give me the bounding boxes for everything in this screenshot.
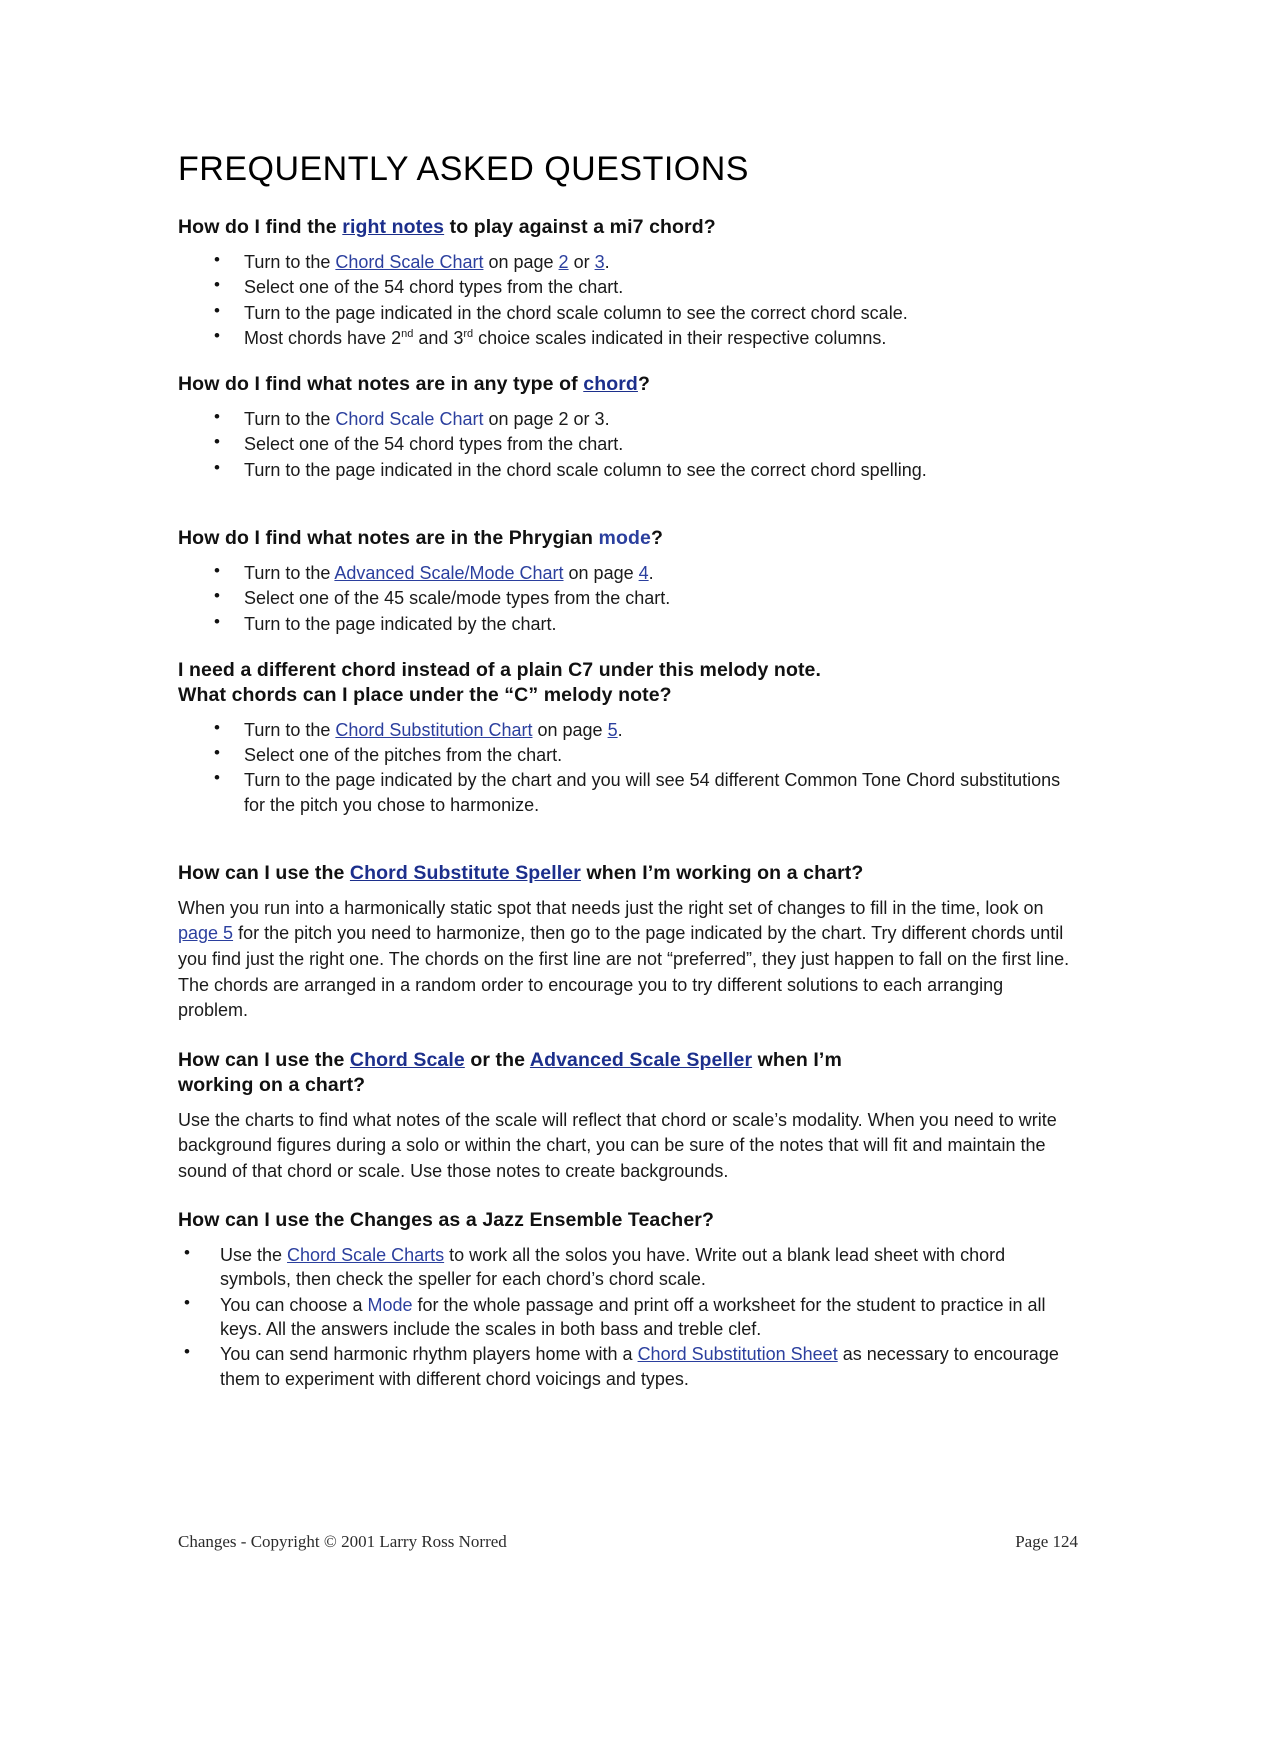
text-run: You can choose a — [220, 1294, 368, 1315]
list-item — [178, 432, 1078, 456]
text-run: to play against a mi7 chord? — [444, 216, 716, 238]
faq-question-heading — [178, 215, 1078, 240]
list-item — [178, 561, 1078, 585]
text-run: . — [604, 251, 610, 272]
list-item — [178, 458, 1078, 482]
list-item — [178, 301, 1078, 325]
cross-reference-link[interactable]: Chord Substitution Chart — [335, 719, 533, 740]
faq-question-heading — [178, 526, 1078, 551]
text-run: When you run into a harmonically static spot that needs just the right set of changes to fill in the time, look on — [178, 897, 1044, 918]
text-run: Use the charts to find what notes of the scale will reflect that chord or scale’s modality. When you need to write background figures during a solo or within the chart, you can be sure of the notes that will fit and maintain the sound of that chord or scale. Use those notes to create backgrounds. — [178, 1109, 1057, 1181]
text-run: Turn to the — [244, 409, 336, 430]
list-item — [178, 768, 1078, 817]
list-item — [178, 407, 1078, 431]
list-item — [178, 326, 1078, 350]
text-run: working on a chart? — [178, 1073, 366, 1096]
text-run: when I’m working on a chart? — [580, 861, 864, 884]
text-run: Select one of the 54 chord types from the chart. — [244, 434, 624, 455]
text-run: on page — [563, 562, 639, 583]
list-item — [178, 250, 1078, 274]
cross-reference-link[interactable]: Advanced Scale Speller — [529, 1048, 753, 1071]
spacer — [178, 504, 1078, 526]
cross-reference-link[interactable]: Advanced Scale/Mode Chart — [334, 562, 564, 583]
text-run: What chords can I place under the “C” melody note? — [178, 683, 672, 706]
text-run: How can I use the — [178, 861, 350, 884]
document-body — [178, 150, 1078, 1413]
text-run: Turn to the page indicated by the chart. — [244, 613, 557, 634]
faq-sections — [178, 215, 1078, 1391]
cross-reference-link[interactable]: 2 — [558, 251, 569, 272]
text-run: How can I use the — [178, 1048, 350, 1071]
text-run: How do I find what notes are in the Phrygian — [178, 526, 599, 549]
list-item — [178, 1243, 1078, 1292]
cross-reference-link[interactable]: Chord Scale — [349, 1048, 465, 1071]
faq-answer-paragraph — [178, 896, 1078, 1024]
cross-reference-link[interactable]: 5 — [607, 719, 618, 740]
text-run: I need a different chord instead of a plain C7 under this melody note. — [178, 658, 822, 681]
text-run: on page — [483, 251, 559, 272]
cross-reference-text[interactable]: Chord Scale Chart — [335, 409, 484, 430]
text-run: Turn to the — [244, 562, 335, 583]
list-item — [178, 275, 1078, 299]
faq-bullet-list — [178, 718, 1078, 817]
text-run: Turn to the page indicated in the chord scale column to see the correct chord scale. — [244, 302, 908, 323]
list-item — [178, 718, 1078, 742]
text-run: as necessary to encourage them to experiment with different chord voicings and types. — [220, 1344, 1059, 1389]
cross-reference-link[interactable]: Chord Scale Chart — [335, 251, 484, 272]
cross-reference-text[interactable]: mode — [598, 526, 651, 549]
list-item — [178, 1293, 1078, 1342]
list-item — [178, 612, 1078, 636]
faq-bullet-list — [178, 1243, 1078, 1391]
text-run: You can send harmonic rhythm players home with a — [220, 1344, 638, 1365]
ordinal-suffix: nd — [401, 327, 414, 340]
text-run: on page 2 or 3. — [483, 409, 610, 430]
text-run: or — [568, 251, 595, 272]
text-run: . — [617, 719, 623, 740]
faq-question-heading — [178, 1208, 1078, 1233]
cross-reference-link[interactable]: Chord Scale Charts — [287, 1245, 445, 1266]
text-run: Turn to the page indicated by the chart and you will see 54 different Common Tone Chord substitutions for the pitch you chose to harmonize. — [244, 770, 1061, 815]
cross-reference-link[interactable]: 3 — [594, 251, 605, 272]
text-run: Select one of the 54 chord types from the chart. — [244, 277, 624, 298]
text-run: How do I find what notes are in any type of — [178, 373, 584, 396]
cross-reference-link[interactable]: Chord Substitute Speller — [349, 861, 581, 884]
faq-question-heading — [178, 861, 1078, 886]
faq-bullet-list — [178, 407, 1078, 482]
faq-question-heading — [178, 372, 1078, 397]
text-run: Select one of the pitches from the chart. — [244, 745, 563, 766]
spacer — [178, 839, 1078, 861]
text-run: Use the — [220, 1245, 288, 1266]
text-run: on page — [532, 719, 608, 740]
faq-bullet-list — [178, 561, 1078, 636]
cross-reference-link[interactable]: right notes — [342, 216, 445, 238]
text-run: for the whole passage and print off a worksheet for the student to practice in all keys. All the answers include the scales in both bass and treble clef. — [220, 1294, 1046, 1339]
text-run: when I’m — [752, 1048, 842, 1071]
text-run: ? — [637, 373, 650, 396]
page-footer — [178, 1532, 1078, 1552]
footer-page-number: Page 124 — [1015, 1532, 1078, 1551]
text-run: or the — [464, 1048, 530, 1071]
list-item — [178, 743, 1078, 767]
text-run: Select one of the 45 scale/mode types from the chart. — [244, 588, 671, 609]
cross-reference-link[interactable]: chord — [583, 373, 638, 396]
text-run: to work all the solos you have. Write out a blank lead sheet with chord symbols, then check the speller for each chord’s chord scale. — [220, 1245, 1006, 1290]
cross-reference-text[interactable]: Mode — [367, 1294, 413, 1315]
faq-answer-paragraph — [178, 1108, 1078, 1185]
cross-reference-link[interactable]: page 5 — [178, 923, 234, 944]
ordinal-suffix: rd — [463, 327, 474, 340]
text-run: Turn to the — [244, 251, 336, 272]
list-item — [178, 1342, 1078, 1391]
text-run: and 3 — [413, 327, 464, 348]
page-title: FREQUENTLY ASKED QUESTIONS — [178, 150, 749, 188]
cross-reference-link[interactable]: 4 — [638, 562, 649, 583]
faq-question-heading — [178, 658, 1078, 708]
faq-question-heading — [178, 1048, 1078, 1098]
text-run: Most chords have 2 — [244, 327, 402, 348]
faq-bullet-list — [178, 250, 1078, 350]
text-run: Turn to the — [244, 719, 336, 740]
text-run: How can I use the Changes as a Jazz Ensemble Teacher? — [178, 1209, 714, 1232]
text-run: How do I find the — [178, 216, 343, 238]
text-run: . — [648, 562, 654, 583]
text-run: choice scales indicated in their respective columns. — [473, 327, 887, 348]
cross-reference-link[interactable]: Chord Substitution Sheet — [637, 1344, 838, 1365]
text-run: for the pitch you need to harmonize, then go to the page indicated by the chart. Try different chords until you find just the right one. The chords on the first line are not “preferred”, they just happen to fall on the first line. The chords are arranged in a random order to encourage you to try different solutions to each arranging problem. — [178, 923, 1070, 1021]
footer-copyright: Changes - Copyright © 2001 Larry Ross Norred — [178, 1532, 507, 1551]
text-run: ? — [650, 526, 663, 549]
list-item — [178, 586, 1078, 610]
text-run: Turn to the page indicated in the chord scale column to see the correct chord spelling. — [244, 459, 927, 480]
